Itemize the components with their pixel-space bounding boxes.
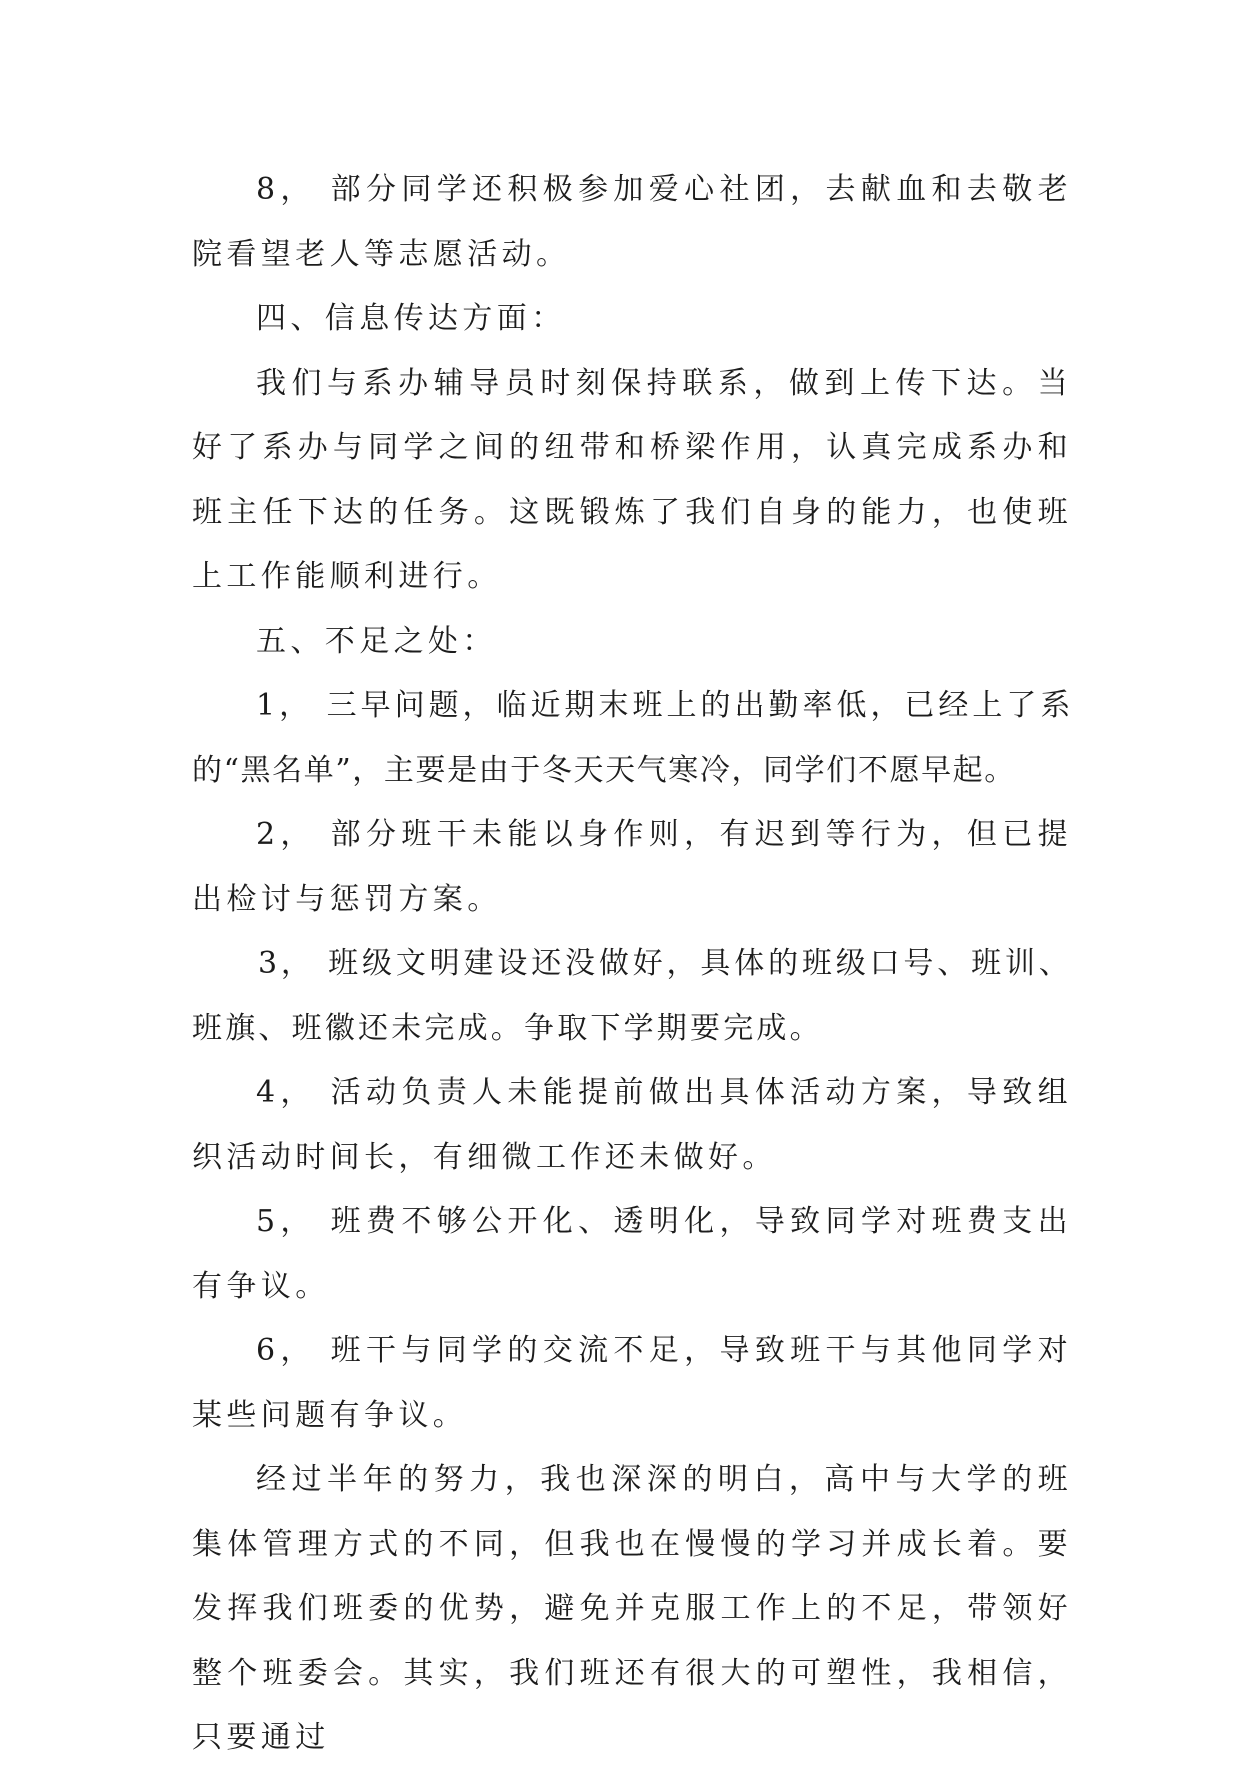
paragraph-item-2: 2， 部分班干未能以身作则，有迟到等行为，但已提出检讨与惩罚方案。 [192,817,1072,917]
paragraph-item-5: 5， 班费不够公开化、透明化，导致同学对班费支出有争议。 [192,1204,1072,1304]
paragraph-item-6: 6， 班干与同学的交流不足，导致班干与其他同学对某些问题有争议。 [192,1333,1072,1433]
paragraph-item-8: 8， 部分同学还积极参加爱心社团，去献血和去敬老院看望老人等志愿活动。 [192,172,1072,272]
paragraph-conclusion: 经过半年的努力，我也深深的明白，高中与大学的班集体管理方式的不同，但我也在慢慢的学习并成长着。要发挥我们班委的优势，避免并克服工作上的不足，带领好整个班委会。其实，我们班还有很大的可塑性，我相信，只要通过 [192,1462,1072,1755]
paragraph-item-1: 1， 三早问题，临近期末班上的出勤率低，已经上了系的“黑名单”，主要是由于冬天天气寒冷，同学们不愿早起。 [192,688,1072,788]
paragraph-item-4: 4， 活动负责人未能提前做出具体活动方案，导致组织活动时间长，有细微工作还未做好。 [192,1075,1072,1175]
paragraph-information: 我们与系办辅导员时刻保持联系，做到上传下达。当好了系办与同学之间的纽带和桥梁作用，认真完成系办和班主任下达的任务。这既锻炼了我们自身的能力，也使班上工作能顺利进行。 [192,365,1072,594]
section-heading-shortcomings: 五、不足之处： [256,623,497,659]
document-body [192,158,1072,1771]
paragraph-item-3: 3， 班级文明建设还没做好，具体的班级口号、班训、班旗、班徽还未完成。争取下学期要完成。 [192,946,1072,1046]
section-heading-information: 四、信息传达方面： [256,301,566,336]
